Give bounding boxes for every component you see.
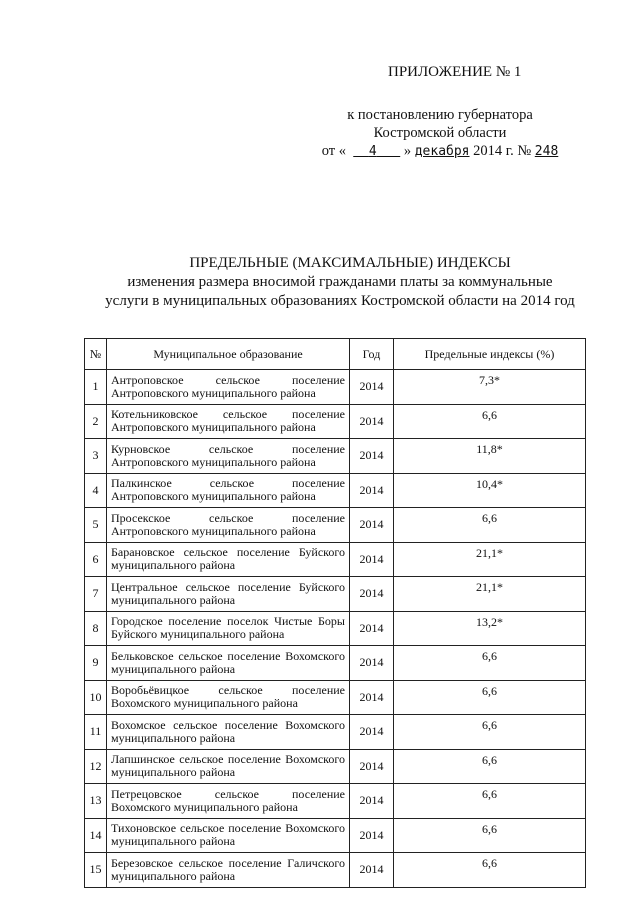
title-line-2: изменения размера вносимой гражданами платы за коммунальные	[127, 274, 553, 290]
decree-line-2: Костромской области	[373, 125, 507, 141]
table-row	[85, 542, 586, 577]
table-row	[85, 646, 586, 681]
row-index: 6,6	[394, 715, 586, 750]
document-title	[60, 254, 620, 311]
row-year: 2014	[350, 853, 394, 888]
row-municipality: Городское поселение поселок Чистые Боры Буйского муниципального района	[107, 611, 350, 646]
row-year: 2014	[350, 749, 394, 784]
row-municipality: Воробьёвицкое сельское поселение Вохомского муниципального района	[107, 680, 350, 715]
row-number: 14	[85, 818, 107, 853]
row-index: 21,1*	[394, 577, 586, 612]
indices-table	[84, 338, 586, 888]
table-row	[85, 577, 586, 612]
row-number: 10	[85, 680, 107, 715]
row-municipality: Петрецовское сельское поселение Вохомского муниципального района	[107, 784, 350, 819]
row-number: 7	[85, 577, 107, 612]
row-municipality: Бельковское сельское поселение Вохомского муниципального района	[107, 646, 350, 681]
row-year: 2014	[350, 818, 394, 853]
row-year: 2014	[350, 680, 394, 715]
row-number: 2	[85, 404, 107, 439]
table-header-row	[85, 339, 586, 370]
row-year: 2014	[350, 577, 394, 612]
table-row	[85, 473, 586, 508]
row-year: 2014	[350, 370, 394, 405]
row-year: 2014	[350, 784, 394, 819]
decree-day: 4	[368, 144, 377, 159]
row-year: 2014	[350, 542, 394, 577]
row-municipality: Тихоновское сельское поселение Вохомского муниципального района	[107, 818, 350, 853]
row-number: 8	[85, 611, 107, 646]
row-municipality: Вохомское сельское поселение Вохомского муниципального района	[107, 715, 350, 750]
table-row	[85, 715, 586, 750]
table-row	[85, 439, 586, 474]
row-number: 6	[85, 542, 107, 577]
row-year: 2014	[350, 646, 394, 681]
header-index: Предельные индексы (%)	[394, 339, 586, 370]
row-year: 2014	[350, 508, 394, 543]
row-index: 6,6	[394, 646, 586, 681]
row-municipality: Курновское сельское поселение Антроповского муниципального района	[107, 439, 350, 474]
row-municipality: Барановское сельское поселение Буйского муниципального района	[107, 542, 350, 577]
row-index: 6,6	[394, 680, 586, 715]
decree-number: 248	[534, 144, 559, 159]
row-municipality: Просекское сельское поселение Антроповского муниципального района	[107, 508, 350, 543]
row-index: 11,8*	[394, 439, 586, 474]
appendix-title: ПРИЛОЖЕНИЕ № 1	[388, 64, 522, 80]
table-row	[85, 370, 586, 405]
table-row	[85, 611, 586, 646]
row-municipality: Центральное сельское поселение Буйского муниципального района	[107, 577, 350, 612]
header-municipality: Муниципальное образование	[107, 339, 350, 370]
decree-reference	[300, 106, 580, 161]
decree-line-1: к постановлению губернатора	[347, 107, 533, 123]
decree-month: декабря	[414, 144, 470, 159]
table-row	[85, 784, 586, 819]
table-row	[85, 404, 586, 439]
table-row	[85, 853, 586, 888]
row-year: 2014	[350, 473, 394, 508]
row-index: 21,1*	[394, 542, 586, 577]
row-index: 10,4*	[394, 473, 586, 508]
date-prefix: от «	[321, 143, 346, 159]
row-year: 2014	[350, 611, 394, 646]
row-index: 6,6	[394, 404, 586, 439]
row-index: 6,6	[394, 508, 586, 543]
row-municipality: Березовское сельское поселение Галичского муниципального района	[107, 853, 350, 888]
row-municipality: Палкинское сельское поселение Антроповского муниципального района	[107, 473, 350, 508]
table-row	[85, 680, 586, 715]
row-year: 2014	[350, 715, 394, 750]
row-number: 3	[85, 439, 107, 474]
table-row	[85, 749, 586, 784]
row-year: 2014	[350, 439, 394, 474]
date-mid: »	[403, 143, 412, 159]
row-municipality: Котельниковское сельское поселение Антроповского муниципального района	[107, 404, 350, 439]
header-number: №	[85, 339, 107, 370]
decree-year: 2014 г. №	[473, 143, 532, 159]
row-number: 11	[85, 715, 107, 750]
title-line-1: ПРЕДЕЛЬНЫЕ (МАКСИМАЛЬНЫЕ) ИНДЕКСЫ	[189, 255, 511, 271]
row-number: 15	[85, 853, 107, 888]
row-municipality: Лапшинское сельское поселение Вохомского муниципального района	[107, 749, 350, 784]
title-line-3: услуги в муниципальных образованиях Костромской области на 2014 год	[105, 293, 575, 309]
decree-date-line	[300, 142, 580, 161]
row-number: 1	[85, 370, 107, 405]
table-row	[85, 818, 586, 853]
row-number: 9	[85, 646, 107, 681]
row-index: 6,6	[394, 818, 586, 853]
row-number: 12	[85, 749, 107, 784]
header-year: Год	[350, 339, 394, 370]
row-index: 6,6	[394, 784, 586, 819]
table-row	[85, 508, 586, 543]
row-number: 13	[85, 784, 107, 819]
row-index: 6,6	[394, 749, 586, 784]
row-index: 7,3*	[394, 370, 586, 405]
row-year: 2014	[350, 404, 394, 439]
row-index: 13,2*	[394, 611, 586, 646]
row-index: 6,6	[394, 853, 586, 888]
row-number: 4	[85, 473, 107, 508]
row-number: 5	[85, 508, 107, 543]
row-municipality: Антроповское сельское поселение Антроповского муниципального района	[107, 370, 350, 405]
